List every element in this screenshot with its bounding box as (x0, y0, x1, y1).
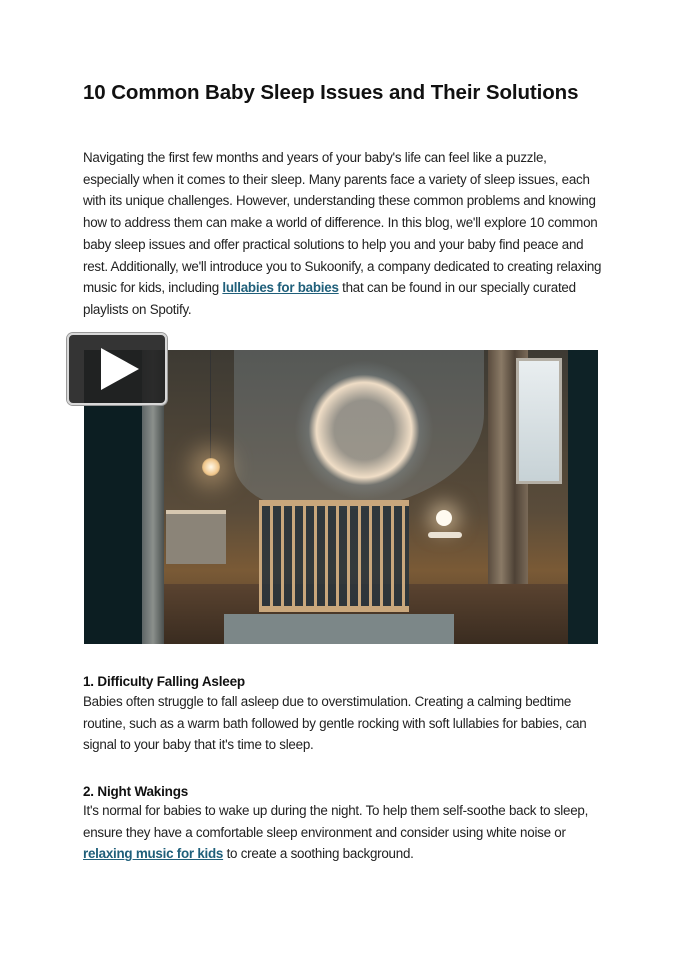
lamp-cord (210, 350, 211, 460)
section-2-text: It's normal for babies to wake up during the night. To help them self-soothe back to sleep, ensure they have a comfortable sleep environment and consider using white noise or (83, 803, 589, 840)
side-stool (428, 532, 462, 538)
play-button[interactable] (67, 333, 167, 405)
door-panel-right (568, 350, 598, 644)
section-2-text-end: to create a soothing background. (223, 846, 414, 862)
intro-text-end: that can be found in our specially curated playlists on Spotify. (83, 280, 576, 317)
desk (166, 510, 226, 564)
pendant-lamp (202, 458, 220, 476)
play-icon (101, 348, 139, 390)
moon-diagram (294, 360, 434, 500)
lullabies-for-babies-link[interactable]: lullabies for babies (222, 280, 339, 296)
intro-paragraph (83, 147, 603, 321)
section-body-1: Babies often struggle to fall asleep due to overstimulation. Creating a calming bedtime routine, such as a warm bath followed by gentle rocking with soft lullabies for babies, can signal to your baby that it's time to sleep. (83, 694, 587, 753)
crib (259, 500, 409, 612)
section-heading-1: 1. Difficulty Falling Asleep (83, 674, 245, 689)
page-title: 10 Common Baby Sleep Issues and Their Solutions (83, 81, 579, 104)
intro-text: Navigating the first few months and years of your baby's life can feel like a puzzle, especially when it comes to their sleep. Many parents face a variety of sleep issues, each with its unique challenges. However, understanding these common problems and knowing how to address them can make a world of difference. In this blog, we'll explore 10 common baby sleep issues and offer practical solutions to help you and your baby find peace and rest. Additionally, we'll introduce you to Sukoonify, a company dedicated to creating relaxing music for kids, including (83, 150, 602, 296)
section-heading-2: 2. Night Wakings (83, 784, 189, 799)
rug (224, 614, 454, 644)
window (516, 358, 562, 484)
night-lamp (436, 510, 452, 526)
section-body-2 (83, 800, 603, 865)
relaxing-music-for-kids-link[interactable]: relaxing music for kids (83, 846, 224, 862)
